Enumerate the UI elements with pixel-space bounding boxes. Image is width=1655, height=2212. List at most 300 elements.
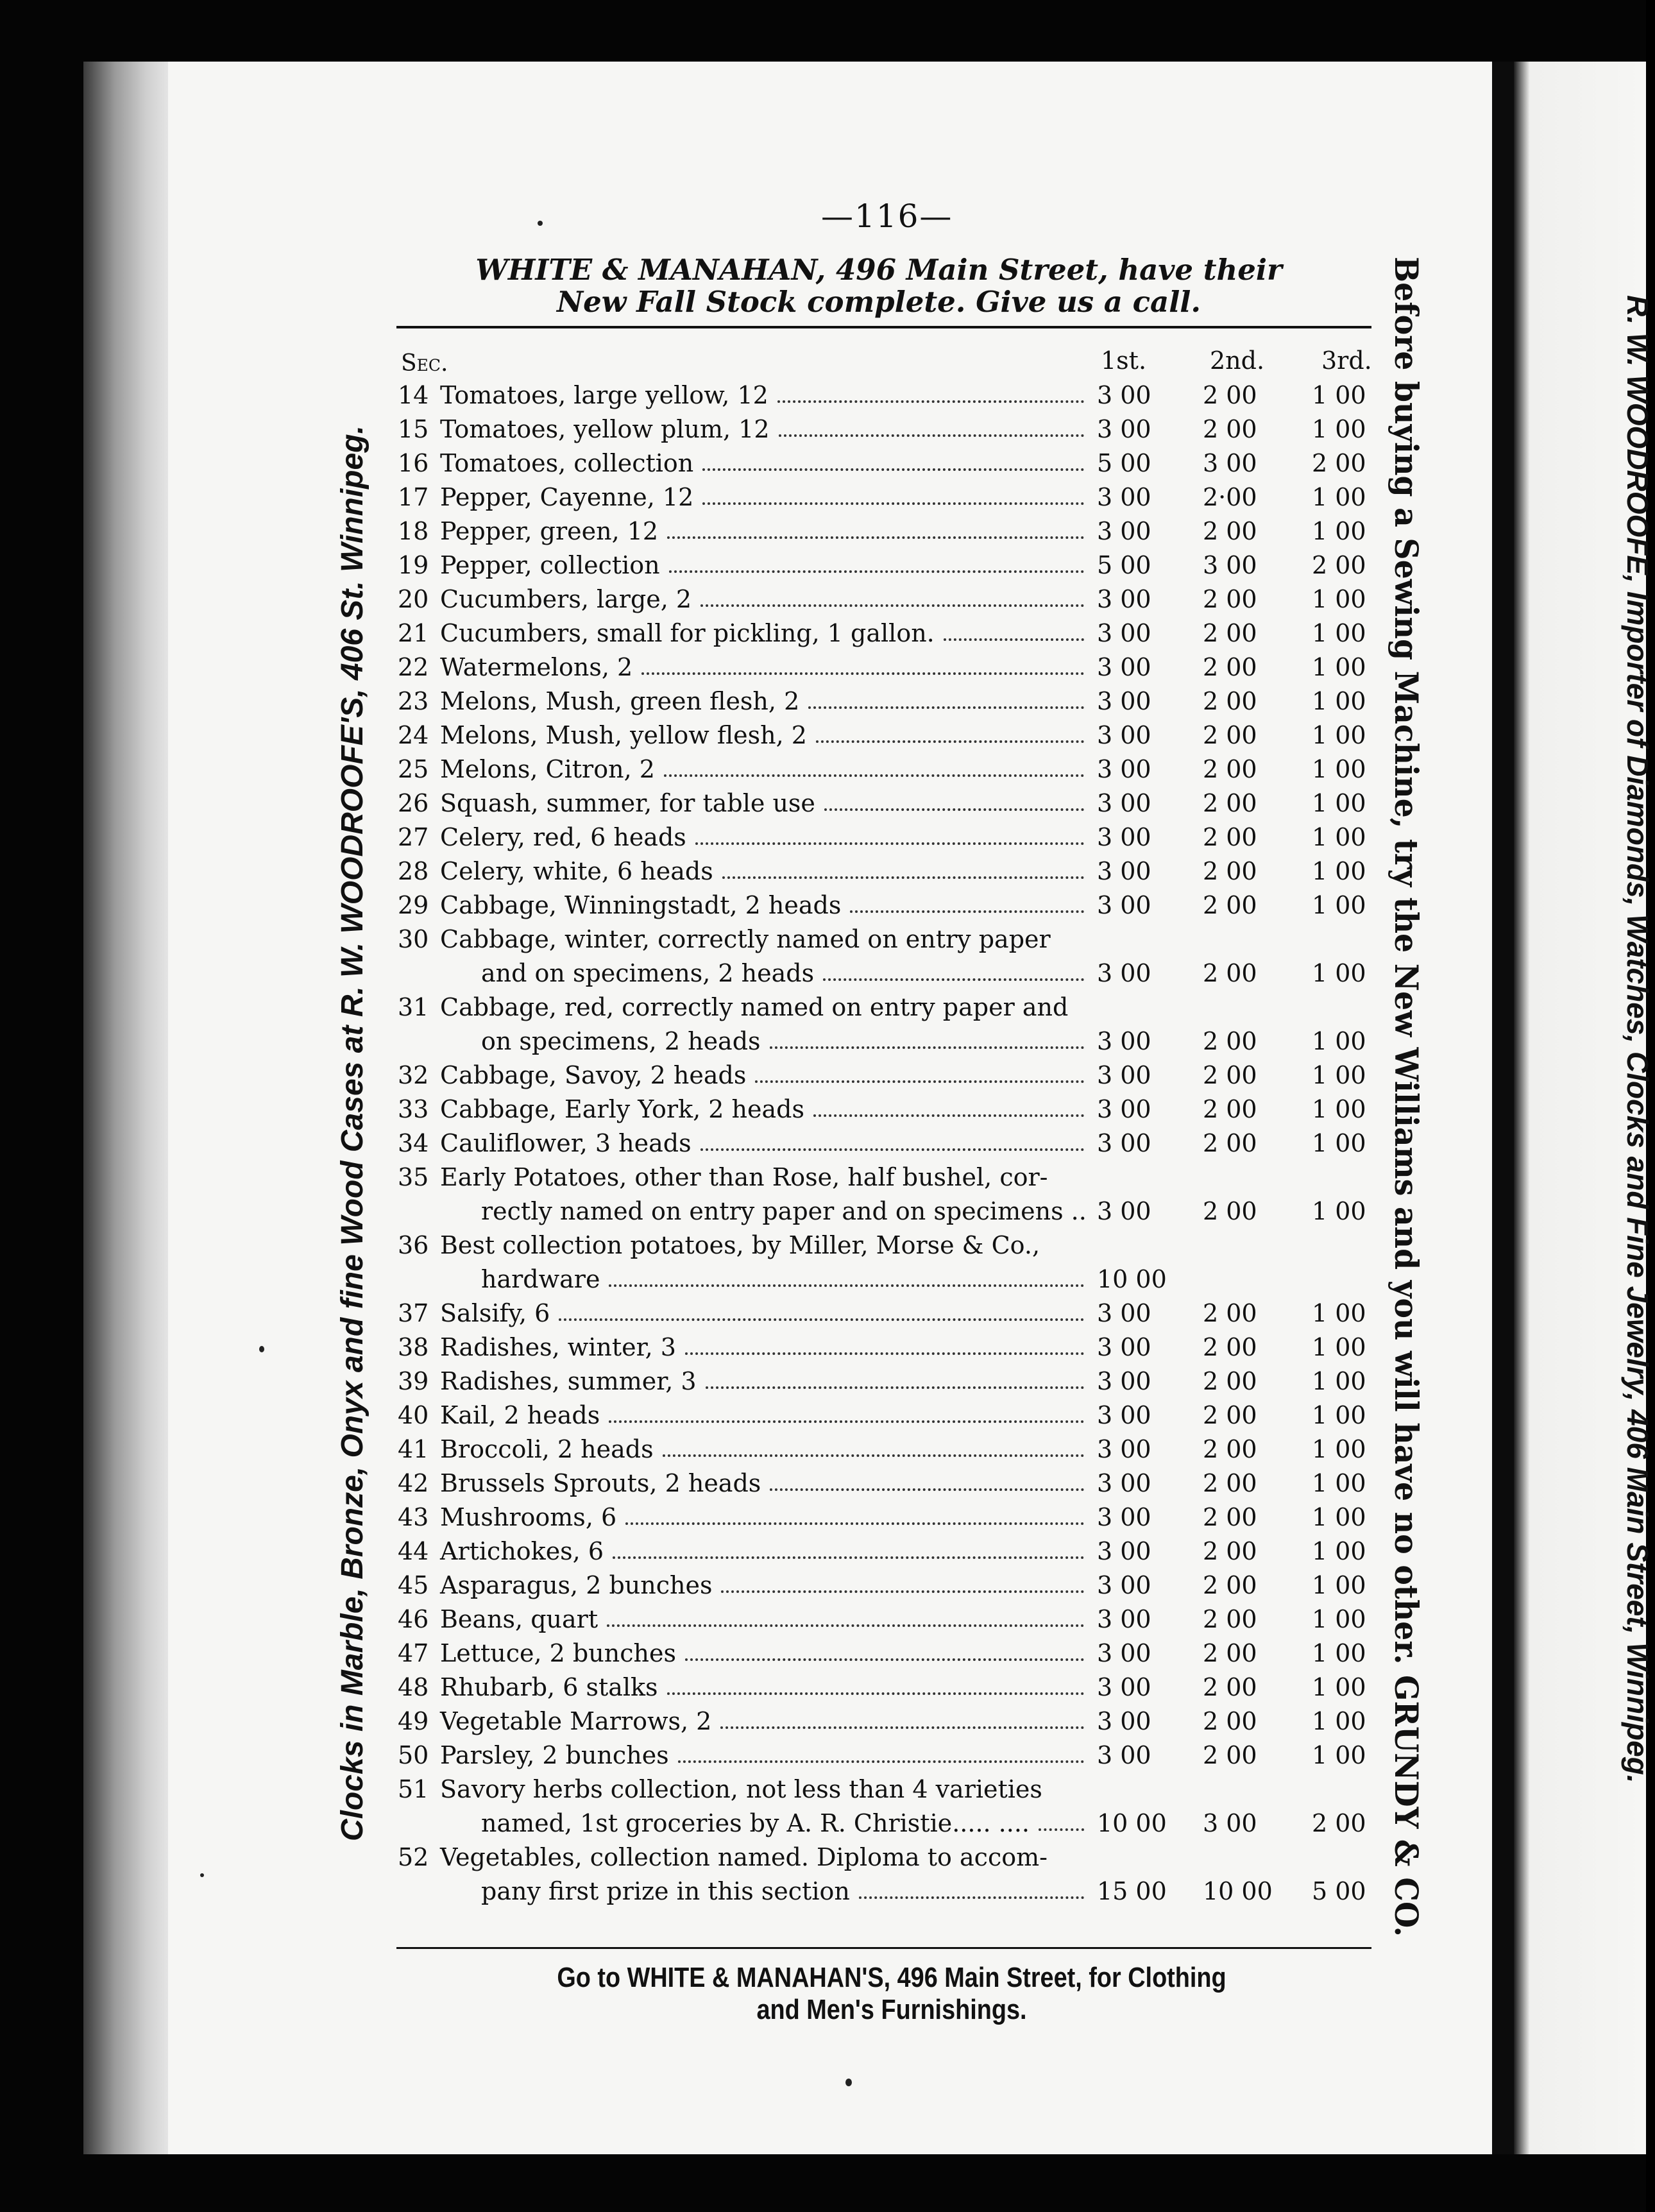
second-prize: 2 00 <box>1203 1061 1257 1089</box>
entry-description-continued: pany first prize in this section <box>481 1877 850 1905</box>
entry-description: Salsify, 6 <box>440 1299 550 1327</box>
table-row <box>398 1127 1398 1161</box>
section-number: 21 <box>398 619 429 647</box>
table-row <box>398 1059 1398 1093</box>
dot-leader <box>678 1760 1084 1763</box>
table-row <box>398 1501 1398 1535</box>
first-prize: 3 00 <box>1097 1435 1151 1463</box>
second-prize: 2 00 <box>1203 1571 1257 1599</box>
section-number: 43 <box>398 1503 429 1531</box>
table-row <box>398 1705 1398 1739</box>
table-row <box>398 889 1398 923</box>
entry-description: Parsley, 2 bunches <box>440 1741 669 1769</box>
second-prize: 2·00 <box>1203 483 1257 511</box>
top-rule <box>396 326 1371 328</box>
dot-leader <box>702 468 1084 471</box>
table-row-continuation <box>398 1263 1398 1297</box>
third-prize: 1 00 <box>1312 857 1366 885</box>
third-prize: 1 00 <box>1312 959 1366 987</box>
entry-description-continued: hardware <box>481 1265 600 1293</box>
first-prize: 3 00 <box>1097 687 1151 715</box>
dot-leader <box>685 1352 1084 1355</box>
print-speck <box>200 1873 204 1877</box>
dot-leader <box>755 1080 1084 1083</box>
table-row <box>398 855 1398 889</box>
entry-description-continued: on specimens, 2 heads <box>481 1027 761 1055</box>
entry-description: Brussels Sprouts, 2 heads <box>440 1469 761 1497</box>
footer-advertisement <box>478 1962 1305 2026</box>
second-prize: 2 00 <box>1203 1673 1257 1701</box>
first-prize: 3 00 <box>1097 1129 1151 1157</box>
section-number: 17 <box>398 483 429 511</box>
second-prize: 2 00 <box>1203 1435 1257 1463</box>
table-row <box>398 481 1398 515</box>
section-number: 29 <box>398 891 429 919</box>
second-prize: 2 00 <box>1203 721 1257 749</box>
entry-description: Celery, red, 6 heads <box>440 823 686 851</box>
entry-description: Melons, Mush, green flesh, 2 <box>440 687 800 715</box>
third-prize: 1 00 <box>1312 1469 1366 1497</box>
third-prize: 1 00 <box>1312 1129 1366 1157</box>
dot-leader <box>722 876 1084 879</box>
third-prize: 1 00 <box>1312 1299 1366 1327</box>
table-row <box>398 515 1398 549</box>
column-header-second: 2nd. <box>1210 346 1265 375</box>
entry-description: Rhubarb, 6 stalks <box>440 1673 658 1701</box>
second-prize: 2 00 <box>1203 687 1257 715</box>
section-number: 28 <box>398 857 429 885</box>
dot-leader <box>720 1726 1084 1729</box>
second-prize: 2 00 <box>1203 857 1257 885</box>
second-prize: 2 00 <box>1203 1333 1257 1361</box>
prize-list <box>398 379 1398 1909</box>
second-prize: 2 00 <box>1203 381 1257 409</box>
book-gutter <box>83 62 173 2154</box>
second-prize: 2 00 <box>1203 517 1257 545</box>
table-row <box>398 413 1398 447</box>
entry-description: Tomatoes, collection <box>440 449 694 477</box>
dot-leader <box>824 808 1084 811</box>
third-prize: 1 00 <box>1312 1401 1366 1429</box>
third-prize: 1 00 <box>1312 1741 1366 1769</box>
second-prize: 2 00 <box>1203 585 1257 613</box>
section-number: 30 <box>398 925 429 953</box>
print-speck <box>845 2079 852 2086</box>
third-prize: 1 00 <box>1312 1605 1366 1633</box>
first-prize: 5 00 <box>1097 551 1151 579</box>
table-row <box>398 1603 1398 1637</box>
dot-leader <box>664 774 1084 777</box>
table-row <box>398 1569 1398 1603</box>
second-prize: 2 00 <box>1203 619 1257 647</box>
third-prize: 2 00 <box>1312 1809 1366 1837</box>
table-row <box>398 651 1398 685</box>
section-number: 24 <box>398 721 429 749</box>
section-number: 46 <box>398 1605 429 1633</box>
section-number: 47 <box>398 1639 429 1667</box>
table-row <box>398 787 1398 821</box>
table-row <box>398 821 1398 855</box>
first-prize: 3 00 <box>1097 517 1151 545</box>
third-prize: 1 00 <box>1312 721 1366 749</box>
first-prize: 3 00 <box>1097 789 1151 817</box>
dot-leader <box>559 1318 1084 1321</box>
entry-description: Squash, summer, for table use <box>440 789 815 817</box>
header-ad-line-1: WHITE & MANAHAN, 496 Main Street, have their <box>475 253 1282 287</box>
first-prize: 3 00 <box>1097 1503 1151 1531</box>
table-row <box>398 447 1398 481</box>
footer-ad-line-2: and Men's Furnishings. <box>756 1994 1027 2025</box>
entry-description: Cabbage, Savoy, 2 heads <box>440 1061 747 1089</box>
dot-leader <box>609 1420 1084 1423</box>
table-row <box>398 1739 1398 1773</box>
table-row <box>398 1467 1398 1501</box>
section-number: 37 <box>398 1299 429 1327</box>
dot-leader <box>609 1284 1084 1287</box>
third-prize: 1 00 <box>1312 1503 1366 1531</box>
entry-description: Beans, quart <box>440 1605 598 1633</box>
section-number: 50 <box>398 1741 429 1769</box>
entry-description: Cucumbers, large, 2 <box>440 585 692 613</box>
entry-description: Savory herbs collection, not less than 4 varieties <box>440 1775 1042 1803</box>
dot-leader <box>613 1556 1084 1559</box>
first-prize: 10 00 <box>1097 1809 1167 1837</box>
third-prize: 1 00 <box>1312 517 1366 545</box>
entry-description-continued: and on specimens, 2 heads <box>481 959 815 987</box>
entry-description-continued: rectly named on entry paper and on specimens .. <box>481 1197 1087 1225</box>
second-prize: 2 00 <box>1203 959 1257 987</box>
first-prize: 3 00 <box>1097 857 1151 885</box>
dot-leader <box>944 638 1084 641</box>
section-number: 48 <box>398 1673 429 1701</box>
second-prize: 2 00 <box>1203 1537 1257 1565</box>
table-row <box>398 685 1398 719</box>
dot-leader <box>702 502 1084 505</box>
third-prize: 1 00 <box>1312 1571 1366 1599</box>
section-number: 20 <box>398 585 429 613</box>
entry-description: Asparagus, 2 bunches <box>440 1571 713 1599</box>
entry-description: Pepper, collection <box>440 551 660 579</box>
third-prize: 1 00 <box>1312 891 1366 919</box>
entry-description: Cabbage, Early York, 2 heads <box>440 1095 804 1123</box>
first-prize: 3 00 <box>1097 619 1151 647</box>
first-prize: 15 00 <box>1097 1877 1167 1905</box>
section-number: 38 <box>398 1333 429 1361</box>
first-prize: 3 00 <box>1097 1333 1151 1361</box>
column-header-sec: Sec. <box>401 350 448 377</box>
entry-description: Vegetables, collection named. Diploma to accom- <box>440 1843 1048 1871</box>
table-row-continuation <box>398 957 1398 991</box>
dot-leader <box>816 740 1084 743</box>
entry-description: Cabbage, red, correctly named on entry paper and <box>440 993 1069 1021</box>
dot-leader <box>685 1658 1084 1661</box>
second-prize: 2 00 <box>1203 891 1257 919</box>
dot-leader <box>859 1896 1084 1899</box>
second-prize: 2 00 <box>1203 1129 1257 1157</box>
first-prize: 5 00 <box>1097 449 1151 477</box>
second-prize: 2 00 <box>1203 789 1257 817</box>
entry-description: Melons, Citron, 2 <box>440 755 655 783</box>
table-row <box>398 583 1398 617</box>
section-number: 18 <box>398 517 429 545</box>
dot-leader <box>777 400 1084 403</box>
first-prize: 3 00 <box>1097 415 1151 443</box>
table-row <box>398 1841 1398 1875</box>
dot-leader <box>1039 1828 1084 1831</box>
table-row <box>398 991 1398 1025</box>
entry-description: Best collection potatoes, by Miller, Morse & Co., <box>440 1231 1040 1259</box>
section-number: 25 <box>398 755 429 783</box>
first-prize: 3 00 <box>1097 1095 1151 1123</box>
table-row <box>398 1671 1398 1705</box>
third-prize: 1 00 <box>1312 789 1366 817</box>
second-prize: 3 00 <box>1203 449 1257 477</box>
dot-leader <box>667 536 1084 539</box>
entry-description-continued: named, 1st groceries by A. R. Christie..... .... <box>481 1809 1030 1837</box>
entry-description: Mushrooms, 6 <box>440 1503 617 1531</box>
entry-description: Tomatoes, yellow plum, 12 <box>440 415 770 443</box>
third-prize: 1 00 <box>1312 1673 1366 1701</box>
table-row <box>398 753 1398 787</box>
second-prize: 2 00 <box>1203 1197 1257 1225</box>
column-header-third: 3rd. <box>1321 346 1372 375</box>
third-prize: 1 00 <box>1312 653 1366 681</box>
table-row <box>398 1535 1398 1569</box>
second-prize: 2 00 <box>1203 1401 1257 1429</box>
third-prize: 1 00 <box>1312 381 1366 409</box>
entry-description: Kail, 2 heads <box>440 1401 600 1429</box>
table-row-continuation <box>398 1025 1398 1059</box>
section-number: 34 <box>398 1129 429 1157</box>
table-row-continuation <box>398 1195 1398 1229</box>
first-prize: 3 00 <box>1097 823 1151 851</box>
section-number: 39 <box>398 1367 429 1395</box>
dot-leader <box>700 1148 1084 1151</box>
third-prize: 1 00 <box>1312 823 1366 851</box>
table-row-continuation <box>398 1875 1398 1909</box>
third-prize: 1 00 <box>1312 619 1366 647</box>
section-number: 52 <box>398 1843 429 1871</box>
right-margin-advertisement: Before buying a Sewing Machine, try the New Williams and you will have no other. GRUNDY & CO. <box>1388 257 1425 1937</box>
section-number: 42 <box>398 1469 429 1497</box>
third-prize: 1 00 <box>1312 415 1366 443</box>
third-prize: 1 00 <box>1312 1367 1366 1395</box>
first-prize: 3 00 <box>1097 1469 1151 1497</box>
print-speck <box>538 221 543 226</box>
entry-description: Tomatoes, large yellow, 12 <box>440 381 768 409</box>
third-prize: 1 00 <box>1312 1707 1366 1735</box>
header-ad-line-2: New Fall Stock complete. Give us a call. <box>556 285 1201 319</box>
entry-description: Cabbage, winter, correctly named on entry paper <box>440 925 1051 953</box>
first-prize: 3 00 <box>1097 755 1151 783</box>
second-prize: 2 00 <box>1203 1741 1257 1769</box>
entry-description: Melons, Mush, yellow flesh, 2 <box>440 721 807 749</box>
third-prize: 1 00 <box>1312 585 1366 613</box>
second-prize: 2 00 <box>1203 1027 1257 1055</box>
section-number: 23 <box>398 687 429 715</box>
dot-leader <box>607 1624 1084 1627</box>
section-number: 16 <box>398 449 429 477</box>
section-number: 31 <box>398 993 429 1021</box>
section-number: 27 <box>398 823 429 851</box>
table-row <box>398 1637 1398 1671</box>
entry-description: Radishes, winter, 3 <box>440 1333 676 1361</box>
first-prize: 3 00 <box>1097 1027 1151 1055</box>
second-prize: 2 00 <box>1203 755 1257 783</box>
dot-leader <box>706 1386 1084 1389</box>
second-prize: 2 00 <box>1203 1707 1257 1735</box>
first-prize: 3 00 <box>1097 1061 1151 1089</box>
third-prize: 1 00 <box>1312 1095 1366 1123</box>
entry-description: Artichokes, 6 <box>440 1537 604 1565</box>
section-number: 44 <box>398 1537 429 1565</box>
dot-leader <box>808 706 1084 709</box>
entry-description: Early Potatoes, other than Rose, half bushel, cor- <box>440 1163 1048 1191</box>
first-prize: 3 00 <box>1097 1605 1151 1633</box>
table-row <box>398 1093 1398 1127</box>
third-prize: 1 00 <box>1312 1537 1366 1565</box>
second-prize: 2 00 <box>1203 1299 1257 1327</box>
third-prize: 1 00 <box>1312 1639 1366 1667</box>
first-prize: 3 00 <box>1097 653 1151 681</box>
third-prize: 2 00 <box>1312 449 1366 477</box>
footer-ad-line-1: Go to WHITE & MANAHAN'S, 496 Main Street, for Clothing <box>557 1962 1226 1993</box>
column-header-first: 1st. <box>1101 346 1147 375</box>
section-number: 14 <box>398 381 429 409</box>
third-prize: 5 00 <box>1312 1877 1366 1905</box>
second-prize: 2 00 <box>1203 1639 1257 1667</box>
dot-leader <box>779 434 1084 437</box>
section-number: 45 <box>398 1571 429 1599</box>
first-prize: 3 00 <box>1097 1401 1151 1429</box>
section-number: 35 <box>398 1163 429 1191</box>
third-prize: 1 00 <box>1312 483 1366 511</box>
entry-description: Cabbage, Winningstadt, 2 heads <box>440 891 842 919</box>
first-prize: 3 00 <box>1097 1299 1151 1327</box>
third-prize: 1 00 <box>1312 1027 1366 1055</box>
third-prize: 1 00 <box>1312 1435 1366 1463</box>
section-number: 36 <box>398 1231 429 1259</box>
second-prize: 2 00 <box>1203 1605 1257 1633</box>
second-prize: 2 00 <box>1203 823 1257 851</box>
section-number: 19 <box>398 551 429 579</box>
first-prize: 3 00 <box>1097 381 1151 409</box>
first-prize: 3 00 <box>1097 585 1151 613</box>
section-number: 22 <box>398 653 429 681</box>
entry-description: Watermelons, 2 <box>440 653 633 681</box>
table-row <box>398 1331 1398 1365</box>
dot-leader <box>721 1590 1084 1593</box>
first-prize: 3 00 <box>1097 1707 1151 1735</box>
second-prize: 2 00 <box>1203 415 1257 443</box>
entry-description: Cucumbers, small for pickling, 1 gallon. <box>440 619 935 647</box>
left-margin-advertisement: Clocks in Marble, Bronze, Onyx and fine Wood Cases at R. W. WOODROOFE'S, 406 St. Winnipeg. <box>335 425 369 1841</box>
table-row <box>398 719 1398 753</box>
section-number: 49 <box>398 1707 429 1735</box>
first-prize: 10 00 <box>1097 1265 1167 1293</box>
entry-description: Pepper, Cayenne, 12 <box>440 483 694 511</box>
entry-description: Lettuce, 2 bunches <box>440 1639 676 1667</box>
second-prize: 2 00 <box>1203 1503 1257 1531</box>
section-number: 26 <box>398 789 429 817</box>
dot-leader <box>823 978 1084 981</box>
section-number: 33 <box>398 1095 429 1123</box>
first-prize: 3 00 <box>1097 1537 1151 1565</box>
first-prize: 3 00 <box>1097 1367 1151 1395</box>
third-prize: 1 00 <box>1312 1061 1366 1089</box>
entry-description: Broccoli, 2 heads <box>440 1435 654 1463</box>
first-prize: 3 00 <box>1097 721 1151 749</box>
second-prize: 3 00 <box>1203 1809 1257 1837</box>
entry-description: Cauliflower, 3 heads <box>440 1129 692 1157</box>
bottom-rule <box>396 1947 1371 1949</box>
adjacent-page-advertisement: R. W. WOODROOFE, Importer of Diamonds, Watches, Clocks and Fine Jewelry, 406 Main Street, Winnipeg. <box>1621 295 1654 1783</box>
second-prize: 2 00 <box>1203 1367 1257 1395</box>
dot-leader <box>667 1692 1084 1695</box>
dot-leader <box>669 570 1084 573</box>
section-number: 41 <box>398 1435 429 1463</box>
first-prize: 3 00 <box>1097 1639 1151 1667</box>
second-prize: 3 00 <box>1203 551 1257 579</box>
table-row <box>398 1365 1398 1399</box>
dot-leader <box>700 604 1084 607</box>
first-prize: 3 00 <box>1097 1673 1151 1701</box>
entry-description: Celery, white, 6 heads <box>440 857 713 885</box>
dot-leader <box>770 1046 1084 1049</box>
table-row <box>398 1433 1398 1467</box>
third-prize: 2 00 <box>1312 551 1366 579</box>
first-prize: 3 00 <box>1097 959 1151 987</box>
second-prize: 2 00 <box>1203 1095 1257 1123</box>
dot-leader <box>641 672 1084 675</box>
dot-leader <box>770 1488 1084 1491</box>
dot-leader <box>663 1454 1084 1457</box>
section-number: 32 <box>398 1061 429 1089</box>
table-row <box>398 923 1398 957</box>
third-prize: 1 00 <box>1312 687 1366 715</box>
entry-description: Radishes, summer, 3 <box>440 1367 697 1395</box>
first-prize: 3 00 <box>1097 1741 1151 1769</box>
section-number: 40 <box>398 1401 429 1429</box>
second-prize: 10 00 <box>1203 1877 1273 1905</box>
dot-leader <box>625 1522 1084 1525</box>
second-prize: 2 00 <box>1203 1469 1257 1497</box>
dot-leader <box>850 910 1084 913</box>
third-prize: 1 00 <box>1312 1197 1366 1225</box>
table-row-continuation <box>398 1807 1398 1841</box>
table-row <box>398 549 1398 583</box>
page-number: —116— <box>821 198 953 235</box>
table-row <box>398 1297 1398 1331</box>
first-prize: 3 00 <box>1097 891 1151 919</box>
print-speck <box>259 1346 264 1352</box>
first-prize: 3 00 <box>1097 1197 1151 1225</box>
second-prize: 2 00 <box>1203 653 1257 681</box>
table-row <box>398 379 1398 413</box>
first-prize: 3 00 <box>1097 483 1151 511</box>
section-number: 15 <box>398 415 429 443</box>
dot-leader <box>695 842 1084 845</box>
first-prize: 3 00 <box>1097 1571 1151 1599</box>
header-advertisement <box>385 254 1373 318</box>
dot-leader <box>813 1114 1084 1117</box>
third-prize: 1 00 <box>1312 1333 1366 1361</box>
table-row <box>398 1773 1398 1807</box>
entry-description: Vegetable Marrows, 2 <box>440 1707 712 1735</box>
table-row <box>398 1161 1398 1195</box>
entry-description: Pepper, green, 12 <box>440 517 659 545</box>
section-number: 51 <box>398 1775 429 1803</box>
